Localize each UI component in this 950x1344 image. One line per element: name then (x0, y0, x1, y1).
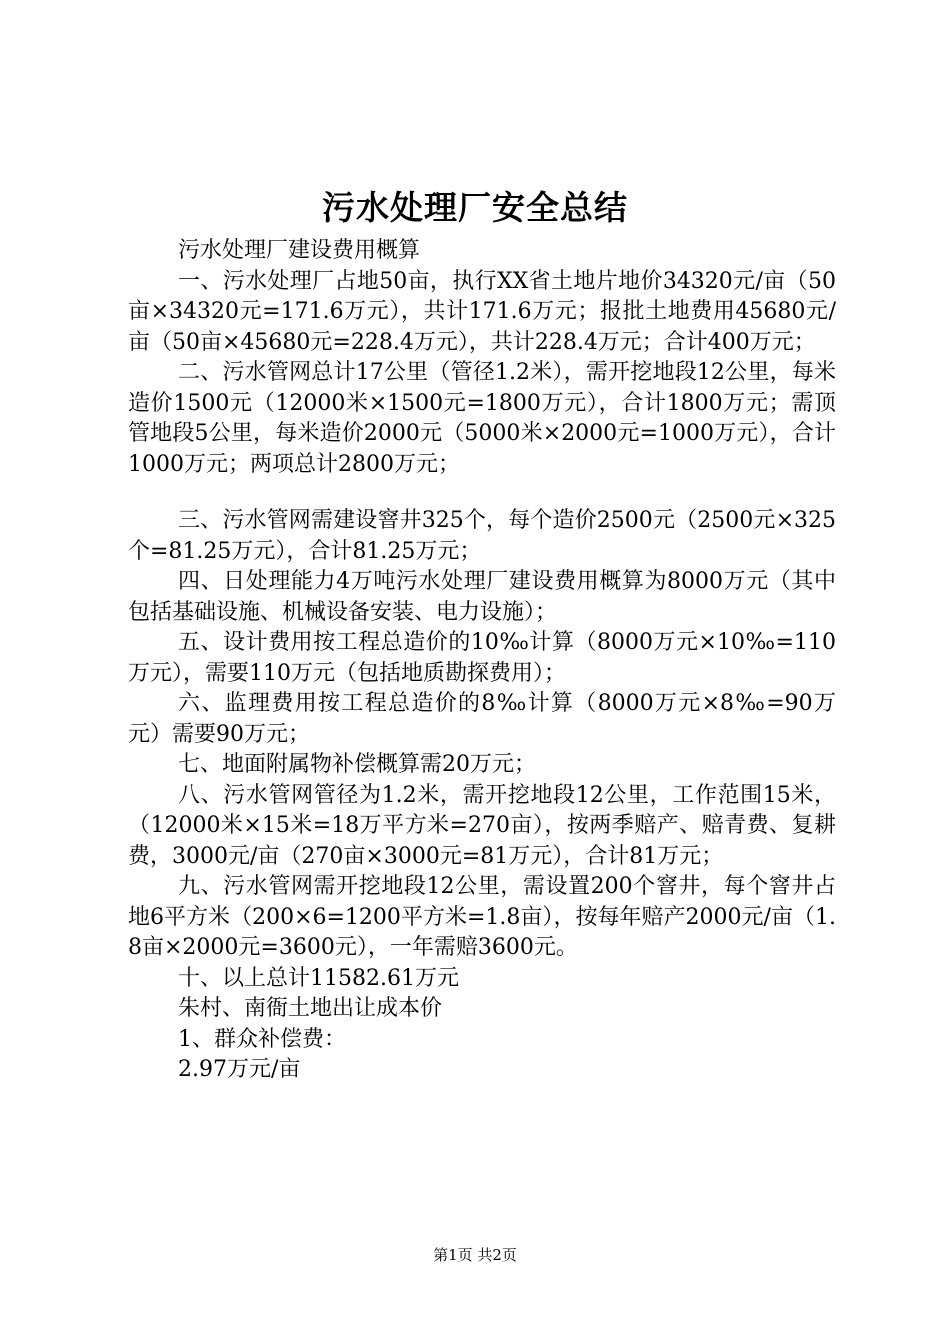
document-body (128, 236, 836, 1086)
paragraph-item-1-land: 一、污水处理厂占地50亩，执行XX省土地片地价34320元/亩（50亩×34320元=171.6万元），共计171.6万元；报批土地费用45680元/亩（50亩×45680元=228.4万元），共计228.4万元；合计400万元； (128, 268, 836, 355)
document-title: 污水处理厂安全总结 (322, 188, 628, 227)
paragraph-item-8-excavation-compensation: 八、污水管网管径为1.2米，需开挖地段12公里，工作范围15米，（12000米×15米=18万平方米=270亩），按两季赔产、赔青费、复耕费，3000元/亩（270亩×3000元=81万元），合计81万元； (128, 782, 836, 869)
paragraph-item-2-pipe-network: 二、污水管网总计17公里（管径1.2米），需开挖地段12公里，每米造价1500元（12000米×1500元=1800万元），合计1800万元；需顶管地段5公里，每米造价2000元（5000米×2000元=1000万元），合计1000万元；两项总计2800万元； (128, 360, 836, 477)
paragraph-item-4-plant-construction: 四、日处理能力4万吨污水处理厂建设费用概算为8000万元（其中包括基础设施、机械设备安装、电力设施）； (128, 569, 836, 625)
paragraph-compensation-label: 1、群众补偿费： (178, 1026, 346, 1052)
paragraph-land-cost-heading: 朱村、南衙土地出让成本价 (178, 996, 443, 1021)
paragraph-item-10-total: 十、以上总计11582.61万元 (178, 965, 459, 991)
paragraph-item-6-supervision-fee: 六、监理费用按工程总造价的8‰计算（8000万元×8‰=90万元）需要90万元； (128, 691, 836, 747)
paragraph-item-5-design-fee: 五、设计费用按工程总造价的10‰计算（8000万元×10‰=110万元），需要110万元（包括地质勘探费用）； (128, 630, 836, 686)
paragraph-budget-heading: 污水处理厂建设费用概算 (178, 238, 421, 263)
paragraph-compensation-value: 2.97万元/亩 (178, 1057, 301, 1082)
paragraph-item-7-compensation: 七、地面附属物补偿概算需20万元； (178, 752, 536, 777)
paragraph-item-9-manhole-land: 九、污水管网需开挖地段12公里，需设置200个窨井，每个窨井占地6平方米（200×6=1200平方米=1.8亩），按每年赔产2000元/亩（1.8亩×2000元=3600元），一年需赔3600元。 (128, 874, 836, 960)
paragraph-item-3-manholes: 三、污水管网需建设窨井325个，每个造价2500元（2500元×325个=81.25万元），合计81.25万元； (128, 508, 836, 564)
page-footer: 第1页 共2页 (433, 1246, 517, 1264)
